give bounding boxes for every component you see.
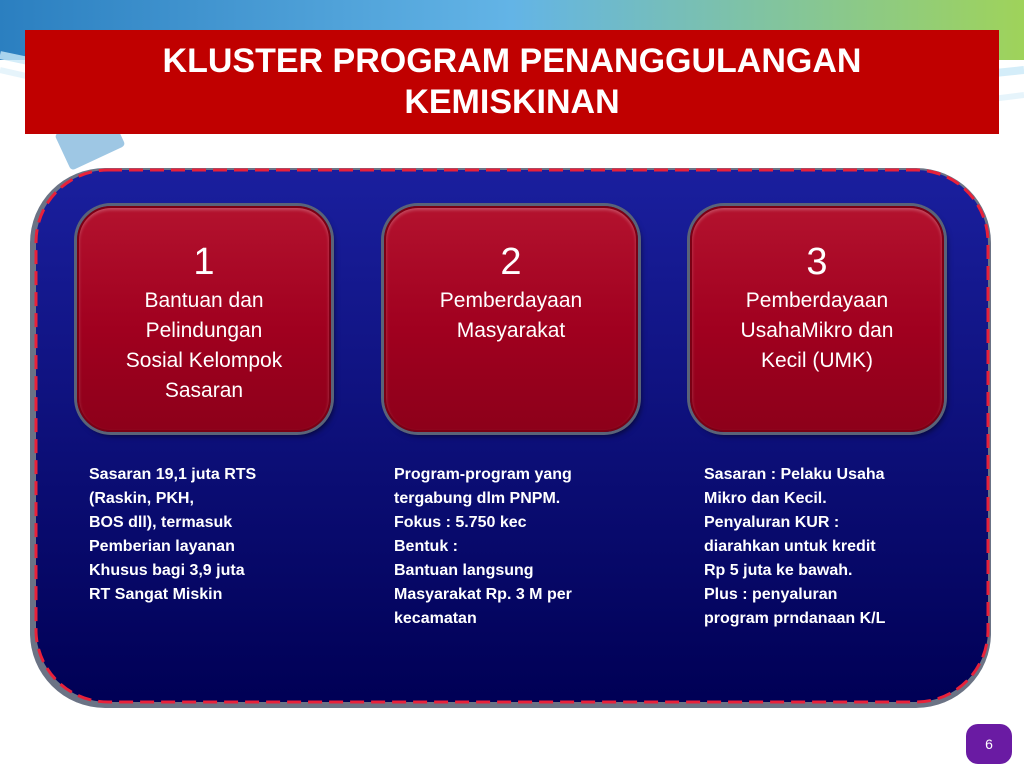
cluster-title-line: Bantuan dan [144,289,264,312]
description-line: Fokus : 5.750 kec [394,514,527,531]
cluster-number: 3 [806,241,828,283]
description-line: Masyarakat Rp. 3 M per [394,586,572,603]
cluster-card-1 [77,206,331,432]
description-line: Bentuk : [394,538,458,555]
cluster-number: 2 [500,241,522,283]
description-line: Sasaran 19,1 juta RTS [89,466,257,483]
slide-title-line-1: KLUSTER PROGRAM PENANGGULANGAN [162,42,862,80]
description-line: Mikro dan Kecil. [704,490,827,507]
cluster-title-line: Pemberdayaan [439,289,583,312]
page-number-badge: 6 [966,724,1012,764]
cluster-title-line: Kecil (UMK) [760,349,873,372]
cluster-description-2 [394,463,639,631]
cluster-title-line: Masyarakat [456,319,566,342]
description-line: BOS dll), termasuk [89,514,233,531]
cluster-title-line: Pemberdayaan [745,289,889,312]
cluster-title-line: Sosial Kelompok [125,349,283,372]
description-line: Pemberian layanan [89,538,235,555]
cluster-description-3 [704,463,949,631]
description-line: Plus : penyaluran [704,586,838,603]
description-line: program prndanaan K/L [704,610,886,627]
cluster-card-3 [690,206,944,432]
description-line: (Raskin, PKH, [89,490,194,507]
cluster-title [741,286,894,376]
description-line: Khusus bagi 3,9 juta [89,562,245,579]
cluster-card-2 [384,206,638,432]
description-line: tergabung dlm PNPM. [394,490,561,507]
cluster-title [440,286,582,346]
description-line: diarahkan untuk kredit [704,538,876,555]
slide-title-line-2: KEMISKINAN [404,83,620,121]
description-line: Penyaluran KUR : [704,514,840,531]
description-line: RT Sangat Miskin [89,586,223,603]
cluster-title-line: UsahaMikro dan [740,319,894,342]
cluster-title-line: Pelindungan [145,319,263,342]
description-line: kecamatan [394,610,477,627]
cluster-title-line: Sasaran [164,379,244,402]
description-line: Program-program yang [394,466,572,483]
description-line: Bantuan langsung [394,562,534,579]
description-line: Rp 5 juta ke bawah. [704,562,853,579]
description-line: Sasaran : Pelaku Usaha [704,466,885,483]
cluster-title [126,286,282,406]
cluster-number: 1 [193,241,215,283]
cluster-description-1 [89,463,334,607]
